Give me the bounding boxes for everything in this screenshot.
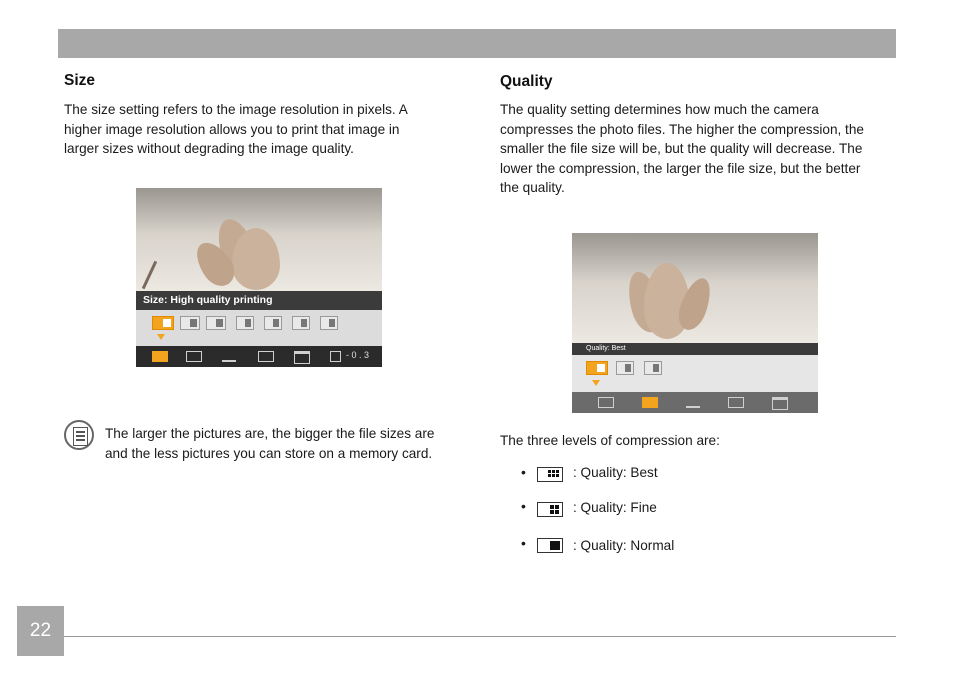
ev-value: - 0 . 3 <box>346 350 370 360</box>
size-option-selected[interactable] <box>152 316 174 330</box>
white-balance-menu-icon[interactable] <box>686 397 700 408</box>
bullet: • <box>521 498 526 514</box>
flower-photo <box>572 233 818 343</box>
size-option[interactable] <box>264 316 282 330</box>
size-paragraph-line: The size setting refers to the image resolution in pixels. A <box>64 102 408 117</box>
white-balance-menu-icon[interactable] <box>222 351 236 362</box>
iso-menu-icon[interactable] <box>258 351 274 362</box>
exposure-menu-icon[interactable] <box>772 397 788 410</box>
quality-paragraph-line: smaller the file size will be, but the quality will decrease. The <box>500 141 863 156</box>
quality-screenshot <box>572 233 818 413</box>
size-heading: Size <box>64 72 96 89</box>
size-paragraph <box>64 100 454 159</box>
quality-menu-icon[interactable] <box>186 351 202 362</box>
quality-normal-label: : Quality: Normal <box>573 538 675 553</box>
quality-paragraph <box>500 100 900 198</box>
bullet: • <box>521 535 526 551</box>
ev-menu-icon[interactable] <box>330 351 341 362</box>
size-option[interactable] <box>206 316 226 330</box>
quality-normal-icon <box>537 538 563 553</box>
quality-menu-icon[interactable] <box>642 397 658 408</box>
size-option[interactable] <box>292 316 310 330</box>
size-option[interactable] <box>320 316 338 330</box>
note-text <box>105 424 465 463</box>
quality-heading: Quality <box>500 73 553 90</box>
exposure-menu-icon[interactable] <box>294 351 310 364</box>
flower-photo <box>136 188 382 291</box>
quality-options-row <box>572 355 818 392</box>
quality-fine-label: : Quality: Fine <box>573 500 657 515</box>
size-screenshot <box>136 188 382 367</box>
quality-best-label: : Quality: Best <box>573 465 658 480</box>
note-line: The larger the pictures are, the bigger the file sizes are <box>105 426 435 441</box>
size-options-row <box>136 310 382 346</box>
quality-osd-label: Quality: Best <box>572 343 818 355</box>
quality-paragraph-line: The quality setting determines how much the camera <box>500 102 819 117</box>
quality-menu-bar <box>572 392 818 413</box>
size-menu-bar <box>136 346 382 367</box>
selection-arrow-icon <box>157 334 165 340</box>
header-bar <box>58 29 896 58</box>
quality-fine-icon <box>537 502 563 517</box>
quality-paragraph-line: compresses the photo files. The higher the compression, the <box>500 121 864 137</box>
quality-option-normal[interactable] <box>644 361 662 375</box>
size-paragraph-line: larger sizes without degrading the image quality. <box>64 141 354 156</box>
flower-petal <box>232 228 280 290</box>
quality-paragraph-line: the quality. <box>500 180 565 195</box>
size-option[interactable] <box>180 316 200 330</box>
iso-menu-icon[interactable] <box>728 397 744 408</box>
selection-arrow-icon <box>592 380 600 386</box>
quality-option-best[interactable] <box>586 361 608 375</box>
page-number: 22 <box>17 606 64 656</box>
quality-best-icon <box>537 467 563 482</box>
quality-option-fine[interactable] <box>616 361 634 375</box>
bullet: • <box>521 464 526 480</box>
size-menu-icon[interactable] <box>152 351 168 362</box>
size-paragraph-line: higher image resolution allows you to print that image in <box>64 121 400 137</box>
size-option[interactable] <box>236 316 254 330</box>
size-osd-label: Size: High quality printing <box>136 291 382 310</box>
size-menu-icon[interactable] <box>598 397 614 408</box>
note-line: and the less pictures you can store on a memory card. <box>105 445 433 461</box>
footer-rule <box>64 636 896 637</box>
quality-paragraph-line: lower the compression, the larger the file size, but the better <box>500 160 861 176</box>
levels-intro: The three levels of compression are: <box>500 433 720 448</box>
flower-stem <box>142 261 157 289</box>
note-icon <box>64 420 94 450</box>
